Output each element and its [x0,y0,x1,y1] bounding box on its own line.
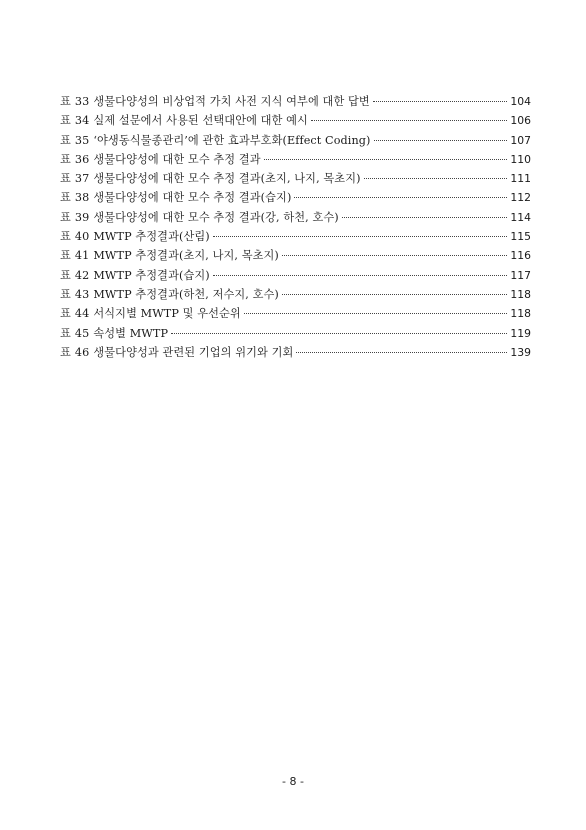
toc-entry-title: MWTP 추정결과(하천, 저수지, 호수) [93,287,279,301]
toc-entry-page: 112 [510,191,531,205]
toc-entry[interactable] [60,247,531,266]
toc-entry[interactable] [60,209,531,228]
toc-entry[interactable] [60,93,531,112]
table-of-contents [60,93,531,363]
toc-entry-prefix: 표 [60,326,71,340]
toc-entry-title: MWTP 추정결과(산림) [93,230,210,244]
toc-entry-prefix: 표 [60,210,71,224]
toc-entry-label [60,112,308,128]
dot-leader [282,255,507,256]
toc-entry-label [60,209,339,225]
toc-entry-prefix: 표 [60,249,71,263]
toc-entry-title: 생물다양성에 대한 모수 추정 결과(습지) [93,191,292,205]
toc-entry[interactable] [60,325,531,344]
toc-entry-number: 43 [74,287,90,301]
toc-entry-title: MWTP 추정결과(초지, 나지, 목초지) [93,249,279,263]
toc-entry-label [60,247,279,263]
toc-entry-title: 속성별 MWTP [93,326,169,340]
toc-entry[interactable] [60,305,531,324]
dot-leader [311,120,507,121]
toc-entry-title: 실제 설문에서 사용된 선택대안에 대한 예시 [93,114,308,128]
toc-entry-number: 45 [74,326,90,340]
toc-entry-label [60,286,279,302]
dot-leader [342,217,508,218]
toc-entry-label [60,267,210,283]
dot-leader [282,294,507,295]
toc-entry[interactable] [60,267,531,286]
toc-entry-number: 36 [74,152,90,166]
dot-leader [364,178,508,179]
toc-entry-prefix: 표 [60,307,71,321]
page-number: - 8 - [282,775,304,788]
dot-leader [374,140,508,141]
toc-entry[interactable] [60,151,531,170]
toc-entry-page: 111 [510,172,531,186]
toc-entry[interactable] [60,228,531,247]
toc-entry-label [60,344,293,360]
toc-entry[interactable] [60,112,531,131]
dot-leader [213,236,508,237]
toc-entry-prefix: 표 [60,152,71,166]
toc-entry-title: 생물다양성에 대한 모수 추정 결과 [93,152,261,166]
toc-entry-page: 139 [510,345,531,359]
toc-entry-label [60,132,371,148]
toc-entry-title: MWTP 추정결과(습지) [93,268,210,282]
toc-entry-page: 116 [510,249,531,263]
toc-entry-number: 37 [74,172,90,186]
dot-leader [373,101,508,102]
toc-entry-page: 114 [510,210,531,224]
toc-entry[interactable] [60,344,531,363]
toc-entry[interactable] [60,132,531,151]
toc-entry-number: 42 [74,268,90,282]
toc-entry-label [60,151,261,167]
toc-entry-title: 생물다양성의 비상업적 가치 사전 지식 여부에 대한 답변 [93,95,370,108]
toc-entry-prefix: 표 [60,114,71,128]
dot-leader [171,333,507,334]
toc-entry-number: 46 [74,345,90,359]
toc-entry-prefix: 표 [60,230,71,244]
toc-entry-prefix: 표 [60,95,71,108]
toc-entry-page: 118 [510,307,531,321]
toc-entry-page: 104 [510,95,531,108]
toc-entry-title: 생물다양성에 대한 모수 추정 결과(초지, 나지, 목초지) [93,172,361,186]
toc-entry-page: 107 [510,133,531,147]
toc-entry-number: 33 [74,95,90,108]
toc-entry[interactable] [60,170,531,189]
toc-entry[interactable] [60,286,531,305]
toc-entry-number: 41 [74,249,90,263]
toc-entry-page: 117 [510,268,531,282]
toc-entry-number: 44 [74,307,90,321]
dot-leader [264,159,508,160]
dot-leader [213,275,508,276]
toc-entry-prefix: 표 [60,345,71,359]
toc-entry-label [60,189,291,205]
toc-entry[interactable] [60,189,531,208]
toc-entry-label [60,325,168,341]
toc-entry-number: 39 [74,210,90,224]
dot-leader [244,313,508,314]
toc-entry-label [60,170,361,186]
toc-entry-prefix: 표 [60,287,71,301]
toc-entry-prefix: 표 [60,133,71,147]
toc-entry-prefix: 표 [60,268,71,282]
toc-entry-prefix: 표 [60,191,71,205]
dot-leader [296,352,507,353]
toc-entry-title: ‘야생동식물종관리’에 관한 효과부호화(Effect Coding) [93,133,371,147]
toc-entry-label [60,93,370,109]
dot-leader [294,197,507,198]
toc-entry-page: 119 [510,326,531,340]
toc-entry-number: 34 [74,114,90,128]
toc-entry-page: 115 [510,230,531,244]
toc-entry-title: 서식지별 MWTP 및 우선순위 [93,307,241,321]
toc-entry-number: 40 [74,230,90,244]
toc-entry-label [60,228,210,244]
toc-entry-number: 35 [74,133,90,147]
toc-entry-page: 110 [510,152,531,166]
toc-entry-page: 118 [510,287,531,301]
toc-entry-label [60,305,241,321]
toc-entry-number: 38 [74,191,90,205]
toc-entry-title: 생물다양성에 대한 모수 추정 결과(강, 하천, 호수) [93,210,339,224]
toc-entry-prefix: 표 [60,172,71,186]
toc-entry-page: 106 [510,114,531,128]
toc-entry-title: 생물다양성과 관련된 기업의 위기와 기회 [93,345,294,359]
